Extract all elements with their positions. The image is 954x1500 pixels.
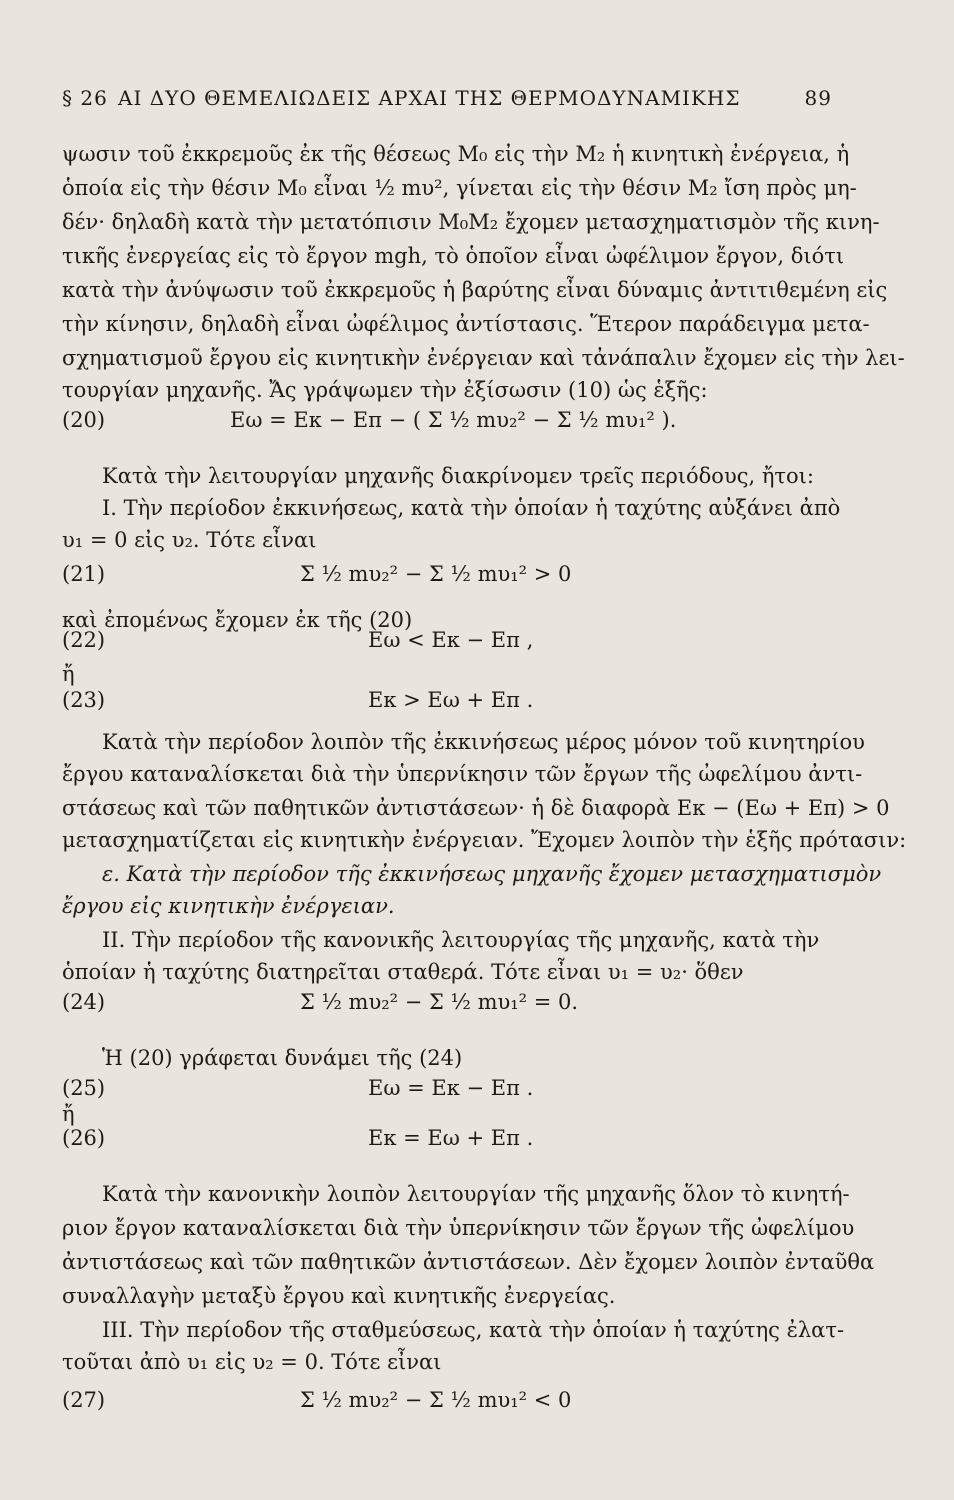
equation-body: Eκ = Eω + Eπ . bbox=[368, 1126, 534, 1150]
text-line: στάσεως καὶ τῶν παθητικῶν ἀντιστάσεων· ἡ δὲ διαφορὰ Eκ − (Eω + Eπ) > 0 bbox=[62, 796, 890, 820]
equation-27 bbox=[62, 1376, 830, 1426]
equation-body: Eω < Eκ − Eπ , bbox=[368, 628, 534, 652]
text-line: κατὰ τὴν ἀνύψωσιν τοῦ ἐκκρεμοῦς ἡ βαρύτης εἶναι δύναμις ἀντιτιθεμένη εἰς bbox=[62, 278, 888, 302]
text-line: Ἡ (20) γράφεται δυνάμει τῆς (24) bbox=[102, 1046, 463, 1070]
text-line: ἔργου καταναλίσκεται διὰ τὴν ὑπερνίκησιν τῶν ἔργων τῆς ὠφελίμου ἀντι- bbox=[62, 762, 863, 786]
text-line: ἤ bbox=[62, 1102, 75, 1126]
equation-body: Eκ > Eω + Eπ . bbox=[368, 688, 534, 712]
equation-number: (21) bbox=[62, 562, 106, 586]
text-line: Κατὰ τὴν κανονικὴν λοιπὸν λειτουργίαν τῆς μηχανῆς ὅλον τὸ κινητή- bbox=[102, 1182, 850, 1206]
text-line: δέν· δηλαδὴ κατὰ τὴν μετατόπισιν M₀M₂ ἔχομεν μετασχηματισμὸν τῆς κινη- bbox=[62, 210, 880, 234]
equation-number: (25) bbox=[62, 1076, 106, 1100]
text-line: ψωσιν τοῦ ἐκκρεμοῦς ἐκ τῆς θέσεως M₀ εἰς τὴν M₂ ἡ κινητικὴ ἐνέργεια, ἡ bbox=[62, 142, 850, 166]
equation-body: Eω = Eκ − Eπ − ( Σ ½ mυ₂² − Σ ½ mυ₁² ). bbox=[230, 408, 677, 432]
text-line: συναλλαγὴν μεταξὺ ἔργου καὶ κινητικῆς ἐνεργείας. bbox=[62, 1284, 616, 1308]
text-line: ὁποία εἰς τὴν θέσιν M₀ εἶναι ½ mυ², γίνεται εἰς τὴν θέσιν M₂ ἴση πρὸς μη- bbox=[62, 176, 857, 200]
running-header bbox=[62, 86, 832, 116]
text-line: τοῦται ἀπὸ υ₁ εἰς υ₂ = 0. Τότε εἶναι bbox=[62, 1350, 442, 1374]
text-line: μετασχηματίζεται εἰς κινητικὴν ἐνέργειαν. Ἔχομεν λοιπὸν τὴν ἑξῆς πρότασιν: bbox=[62, 828, 907, 852]
text-line: II. Τὴν περίοδον τῆς κανονικῆς λειτουργίας τῆς μηχανῆς, κατὰ τὴν bbox=[102, 928, 820, 952]
text-line: III. Τὴν περίοδον τῆς σταθμεύσεως, κατὰ τὴν ὁποίαν ἡ ταχύτης ἐλατ- bbox=[102, 1318, 845, 1342]
text-line: σχηματισμοῦ ἔργου εἰς κινητικὴν ἐνέργειαν καὶ τἀνάπαλιν ἔχομεν εἰς τὴν λει- bbox=[62, 346, 905, 370]
equation-body: Eω = Eκ − Eπ . bbox=[368, 1076, 534, 1100]
text-line: τικῆς ἐνεργείας εἰς τὸ ἔργον mgh, τὸ ὁποῖον εἶναι ὠφέλιμον ἔργον, διότι bbox=[62, 244, 845, 268]
equation-body: Σ ½ mυ₂² − Σ ½ mυ₁² = 0. bbox=[300, 990, 579, 1014]
text-line: Κατὰ τὴν περίοδον λοιπὸν τῆς ἐκκινήσεως μέρος μόνον τοῦ κινητηρίου bbox=[102, 730, 865, 754]
equation-number: (20) bbox=[62, 408, 106, 432]
text-line: ὁποίαν ἡ ταχύτης διατηρεῖται σταθερά. Τότε εἶναι υ₁ = υ₂· ὅθεν bbox=[62, 960, 744, 984]
equation-number: (22) bbox=[62, 628, 106, 652]
equation-24 bbox=[62, 978, 830, 1028]
text-line: τὴν κίνησιν, δηλαδὴ εἶναι ὠφέλιμος ἀντίστασις. Ἕτερον παράδειγμα μετα- bbox=[62, 312, 870, 336]
text-line: ἀντιστάσεως καὶ τῶν παθητικῶν ἀντιστάσεων. Δὲν ἔχομεν λοιπὸν ἐνταῦθα bbox=[62, 1250, 875, 1274]
text-line: καὶ ἐπομένως ἔχομεν ἐκ τῆς (20) bbox=[62, 608, 413, 632]
equation-number: (23) bbox=[62, 688, 106, 712]
text-line: ἤ bbox=[62, 662, 75, 686]
equation-21 bbox=[62, 550, 830, 600]
equation-20 bbox=[62, 396, 830, 446]
equation-number: (27) bbox=[62, 1388, 106, 1412]
text-line: Κατὰ τὴν λειτουργίαν μηχανῆς διακρίνομεν τρεῖς περιόδους, ἤτοι: bbox=[102, 464, 814, 488]
text-line: ριον ἔργον καταναλίσκεται διὰ τὴν ὑπερνίκησιν τῶν ἔργων τῆς ὠφελίμου bbox=[62, 1216, 855, 1240]
page-number: 89 bbox=[804, 86, 832, 110]
text-line: I. Τὴν περίοδον ἐκκινήσεως, κατὰ τὴν ὁποίαν ἡ ταχύτης αὐξάνει ἀπὸ bbox=[102, 496, 841, 520]
equation-22 bbox=[62, 616, 830, 666]
text-line: υ₁ = 0 εἰς υ₂. Τότε εἶναι bbox=[62, 528, 317, 552]
equation-number: (24) bbox=[62, 990, 106, 1014]
section-number: § 26 bbox=[62, 86, 108, 110]
text-line: τουργίαν μηχανῆς. Ἄς γράψωμεν τὴν ἐξίσωσιν (10) ὡς ἑξῆς: bbox=[62, 378, 708, 402]
equation-body: Σ ½ mυ₂² − Σ ½ mυ₁² < 0 bbox=[300, 1388, 572, 1412]
chapter-title: ΑΙ ΔΥΟ ΘΕΜΕΛΙΩΔΕΙΣ ΑΡΧΑΙ ΤΗΣ ΘΕΡΜΟΔΥΝΑΜΙΚΗΣ bbox=[118, 86, 741, 110]
equation-23 bbox=[62, 676, 830, 726]
equation-number: (26) bbox=[62, 1126, 106, 1150]
proposition-line: ε. Κατὰ τὴν περίοδον τῆς ἐκκινήσεως μηχανῆς ἔχομεν μετασχηματισμὸν bbox=[102, 862, 882, 886]
equation-body: Σ ½ mυ₂² − Σ ½ mυ₁² > 0 bbox=[300, 562, 572, 586]
proposition-line: ἔργου εἰς κινητικὴν ἐνέργειαν. bbox=[62, 894, 395, 918]
equation-26 bbox=[62, 1114, 830, 1164]
